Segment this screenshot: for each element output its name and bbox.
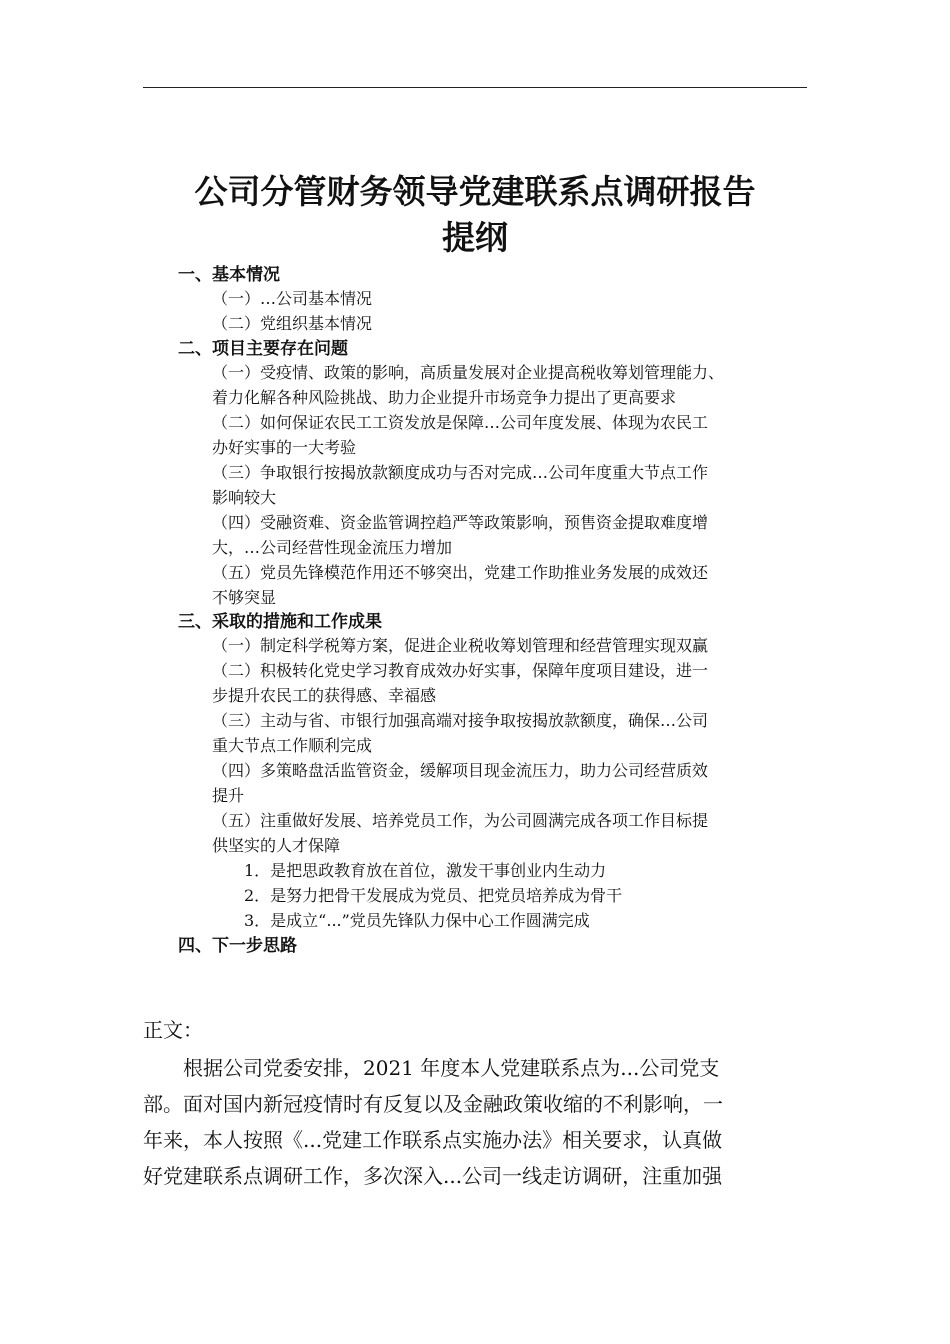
outline-item-cont: 重大节点工作顺利完成 bbox=[212, 736, 373, 755]
outline-item-cont: 大，…公司经营性现金流压力增加 bbox=[212, 538, 453, 557]
body-line: 根据公司党委安排，2021 年度本人党建联系点为...公司党支 bbox=[143, 1056, 720, 1080]
outline-item: （一）…公司基本情况 bbox=[212, 289, 373, 308]
outline-item: （五）党员先锋模范作用还不够突出，党建工作助推业务发展的成效还 bbox=[212, 563, 709, 582]
document-title: 公司分管财务领导党建联系点调研报告 bbox=[194, 172, 756, 211]
outline-item-cont: 办好实事的一大考验 bbox=[212, 438, 357, 457]
outline-item-cont: 不够突显 bbox=[212, 588, 277, 607]
outline-item: （三）主动与省、市银行加强高端对接争取按揭放款额度，确保…公司 bbox=[212, 711, 709, 730]
header-rule bbox=[143, 87, 807, 88]
outline-subitem: 1．是把思政教育放在首位，激发干事创业内生动力 bbox=[244, 861, 607, 880]
body-paragraph bbox=[143, 1050, 807, 1194]
outline-item-cont: 着力化解各种风险挑战、助力企业提升市场竞争力提出了更高要求 bbox=[212, 388, 677, 407]
section-heading-4: 四、下一步思路 bbox=[178, 936, 297, 956]
outline-item: （二）如何保证农民工工资发放是保障…公司年度发展、体现为农民工 bbox=[212, 413, 709, 432]
outline-subitem: 2．是努力把骨干发展成为党员、把党员培养成为骨干 bbox=[244, 886, 623, 905]
section-heading-2: 二、项目主要存在问题 bbox=[178, 339, 348, 359]
outline-item: （四）受融资难、资金监管调控趋严等政策影响，预售资金提取难度增 bbox=[212, 513, 709, 532]
outline-item: （二）积极转化党史学习教育成效办好实事，保障年度项目建设，进一 bbox=[212, 661, 709, 680]
outline-subitem: 3．是成立“...”党员先锋队力保中心工作圆满完成 bbox=[244, 911, 590, 930]
outline-item: （二）党组织基本情况 bbox=[212, 314, 373, 333]
outline-item: （一）制定科学税筹方案，促进企业税收筹划管理和经营管理实现双赢 bbox=[212, 636, 709, 655]
outline-item: （一）受疫情、政策的影响，高质量发展对企业提高税收筹划管理能力、 bbox=[212, 363, 725, 382]
section-heading-1: 一、基本情况 bbox=[178, 265, 280, 285]
body-line: 部。面对国内新冠疫情时有反复以及金融政策收缩的不利影响，一 bbox=[143, 1092, 723, 1116]
body-line: 好党建联系点调研工作，多次深入...公司一线走访调研，注重加强 bbox=[143, 1164, 723, 1188]
section-heading-3: 三、采取的措施和工作成果 bbox=[178, 612, 382, 632]
outline-item: （五）注重做好发展、培养党员工作，为公司圆满完成各项工作目标提 bbox=[212, 811, 709, 830]
document-title-line2: 提纲 bbox=[442, 218, 508, 257]
outline-item-cont: 供坚实的人才保障 bbox=[212, 836, 341, 855]
outline-item: （四）多策略盘活监管资金，缓解项目现金流压力，助力公司经营质效 bbox=[212, 761, 709, 780]
outline-item-cont: 影响较大 bbox=[212, 488, 277, 507]
outline-item-cont: 提升 bbox=[212, 786, 245, 805]
body-line: 年来，本人按照《...党建工作联系点实施办法》相关要求，认真做 bbox=[143, 1128, 723, 1152]
outline-item-cont: 步提升农民工的获得感、幸福感 bbox=[212, 686, 437, 705]
outline-item: （三）争取银行按揭放款额度成功与否对完成…公司年度重大节点工作 bbox=[212, 463, 709, 482]
body-label: 正文： bbox=[143, 1018, 203, 1042]
